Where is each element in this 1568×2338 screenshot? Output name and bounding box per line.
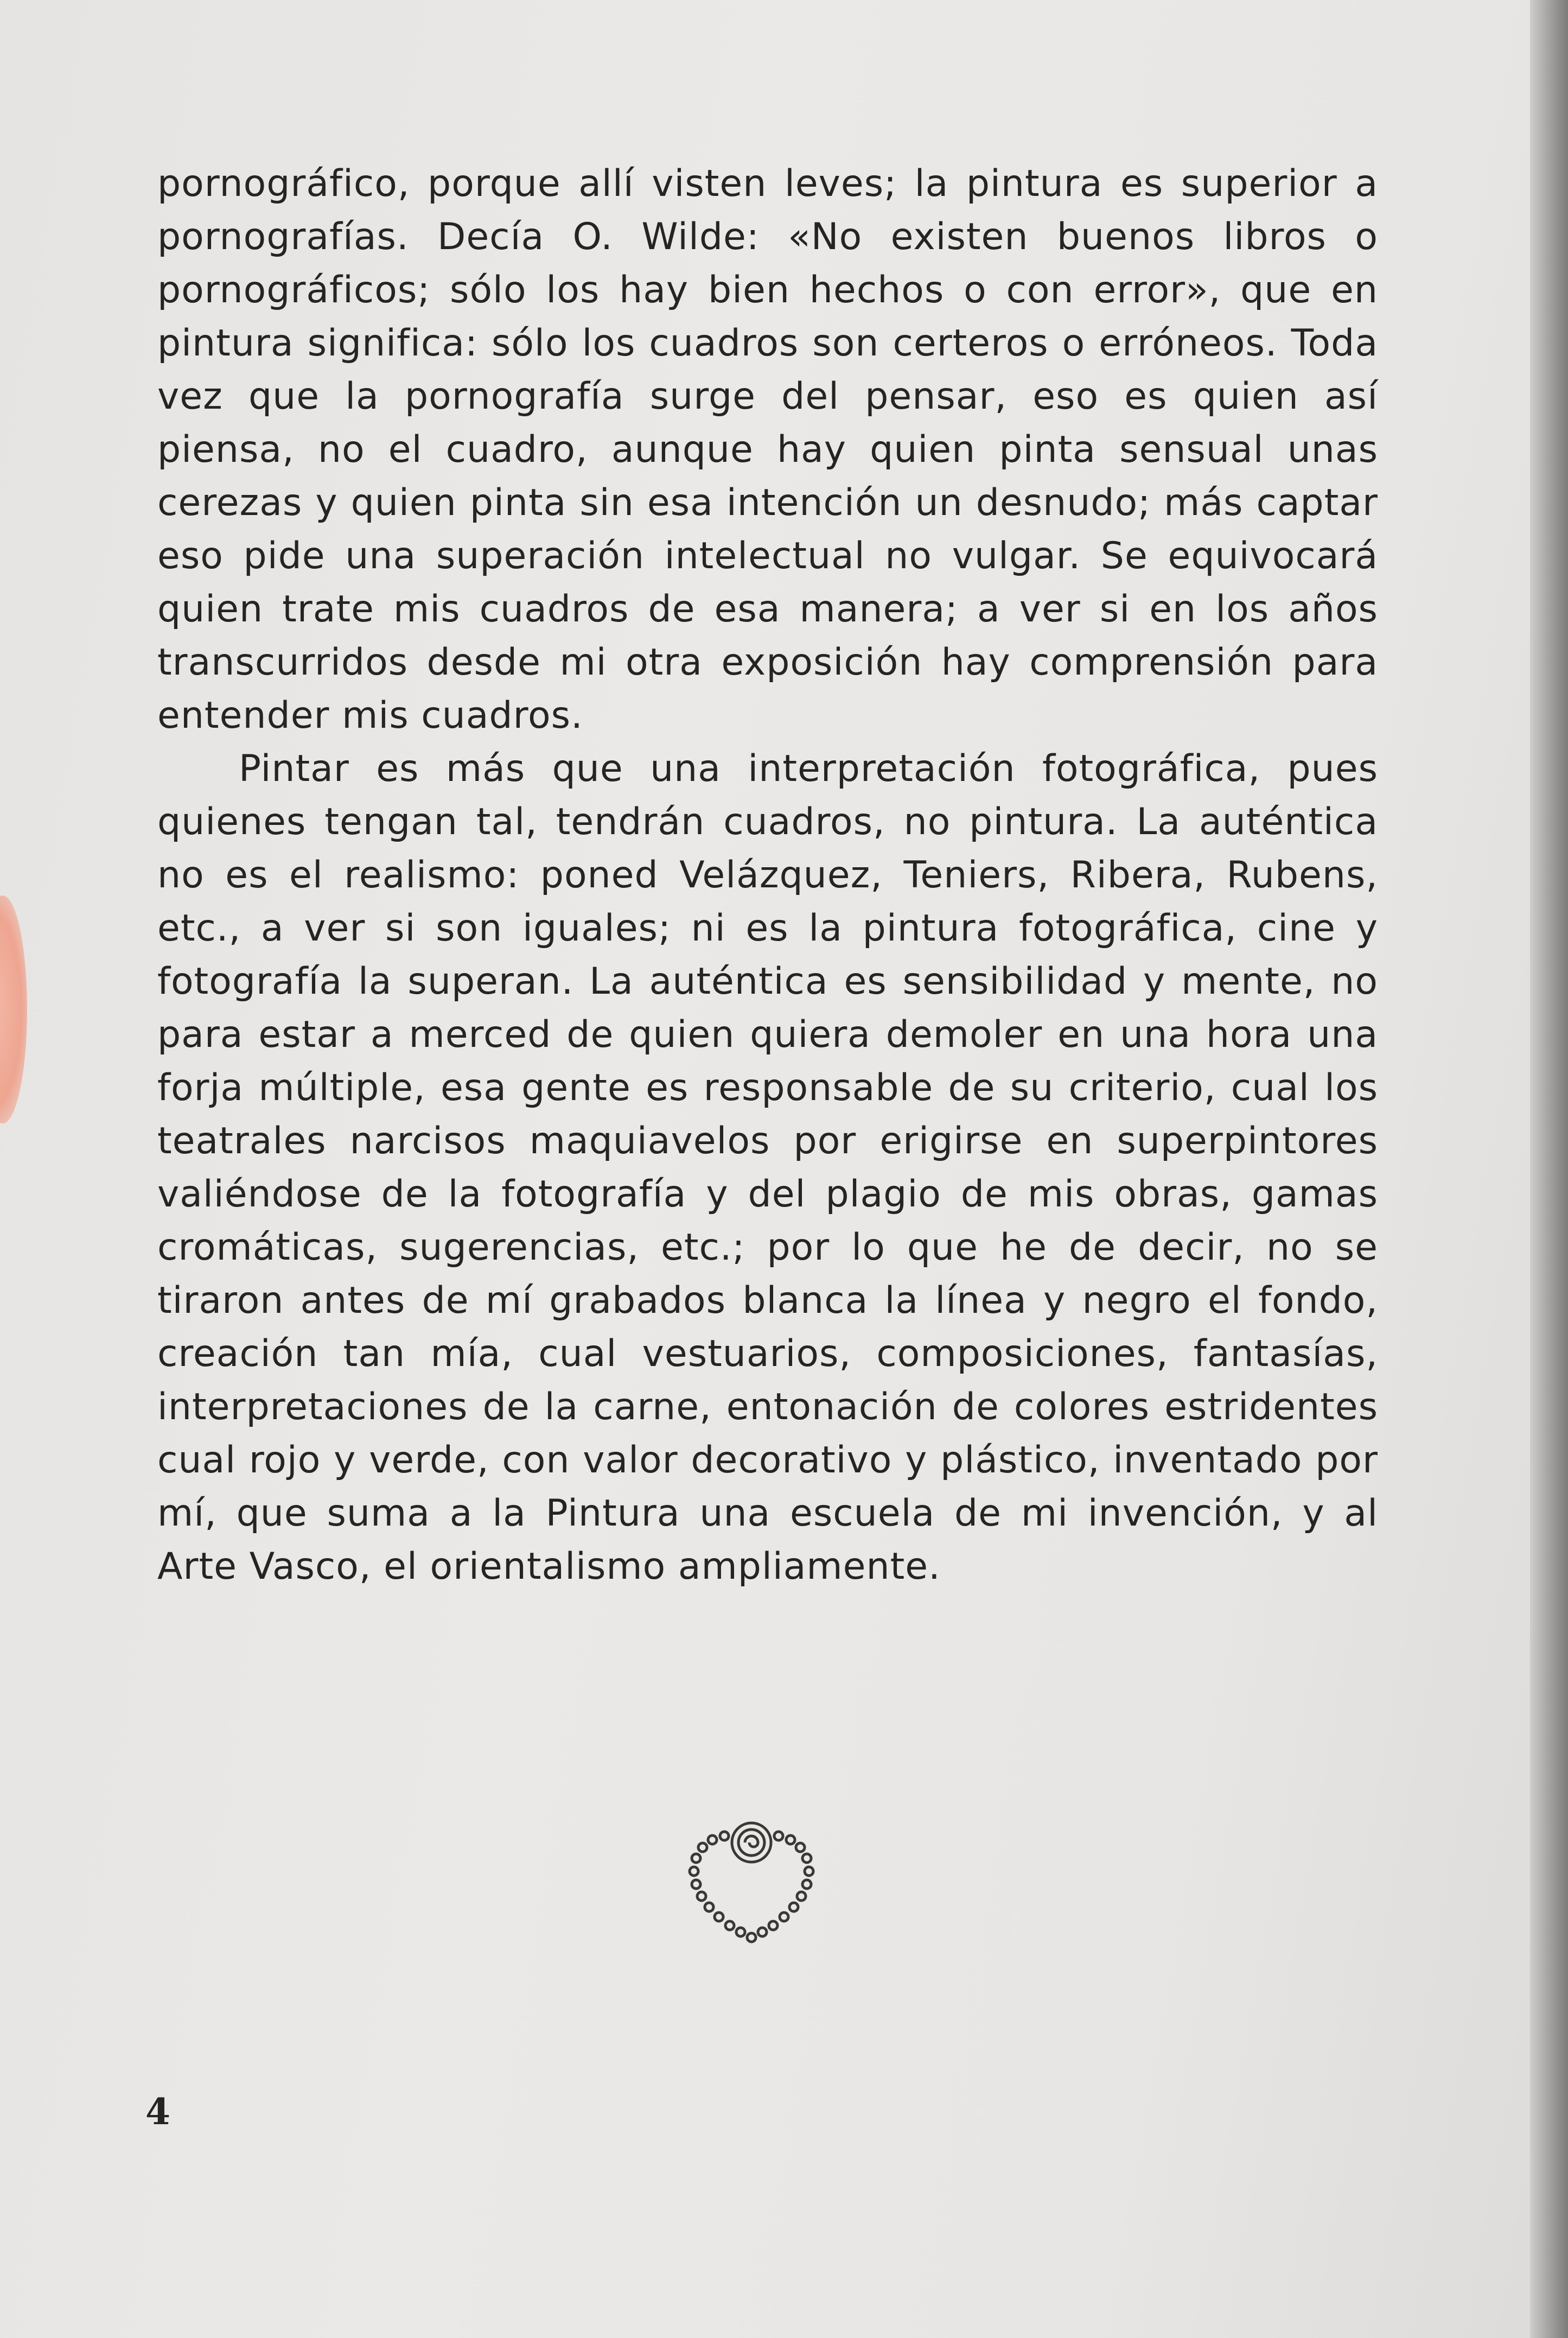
paragraph-2: Pintar es más que una interpretación fotográfica, pues quienes tengan tal, tendrán cuadros, no pintura. La auténtica no es el realismo: poned Velázquez, Teniers, Ribera, Rubens, etc., a ver si son iguales; ni es la pintura fotográfica, cine y fotografía la superan. La auténtica es sensibilidad y mente, no para estar a merced de quien quiera demoler en una hora una forja múltiple, esa gente es responsable de su criterio, cual los teatrales narcisos maquiavelos por erigirse en superpintores valiéndose de la fotografía y del plagio de mis obras, gamas cromáticas, sugerencias, etc.; por lo que he de decir, no se tiraron antes de mí grabados blanca la línea y negro el fondo, creación tan mía, cual vestuarios, composiciones, fantasías, interpretaciones de la carne, entonación de colores estridentes cual rojo y verde, con valor decorativo y plástico, inventado por mí, que suma a la Pintura una escuela de mi invención, y al Arte Vasco, el orientalismo ampliamente. bbox=[157, 747, 1378, 1588]
paragraph-1: pornográfico, porque allí visten leves; la pintura es superior a pornografías. Decía O. Wilde: «No existen buenos libros o pornográficos; sólo los hay bien hechos o con error», que en pintura significa: sólo los cuadros son certeros o erróneos. Toda vez que la pornografía surge del pensar, eso es quien así piensa, no el cuadro, aunque hay quien pinta sensual unas cerezas y quien pinta sin esa intención un desnudo; más captar eso pide una superación intelectual no vulgar. Se equivocará quien trate mis cuadros de esa manera; a ver si en los años transcurridos desde mi otra exposición hay comprensión para entender mis cuadros. bbox=[157, 162, 1378, 737]
heart-rose-ornament-icon bbox=[659, 1813, 844, 1954]
document-page bbox=[157, 157, 1378, 2274]
page-edge-shadow bbox=[1530, 0, 1568, 2338]
page-number: 4 bbox=[145, 2091, 170, 2133]
